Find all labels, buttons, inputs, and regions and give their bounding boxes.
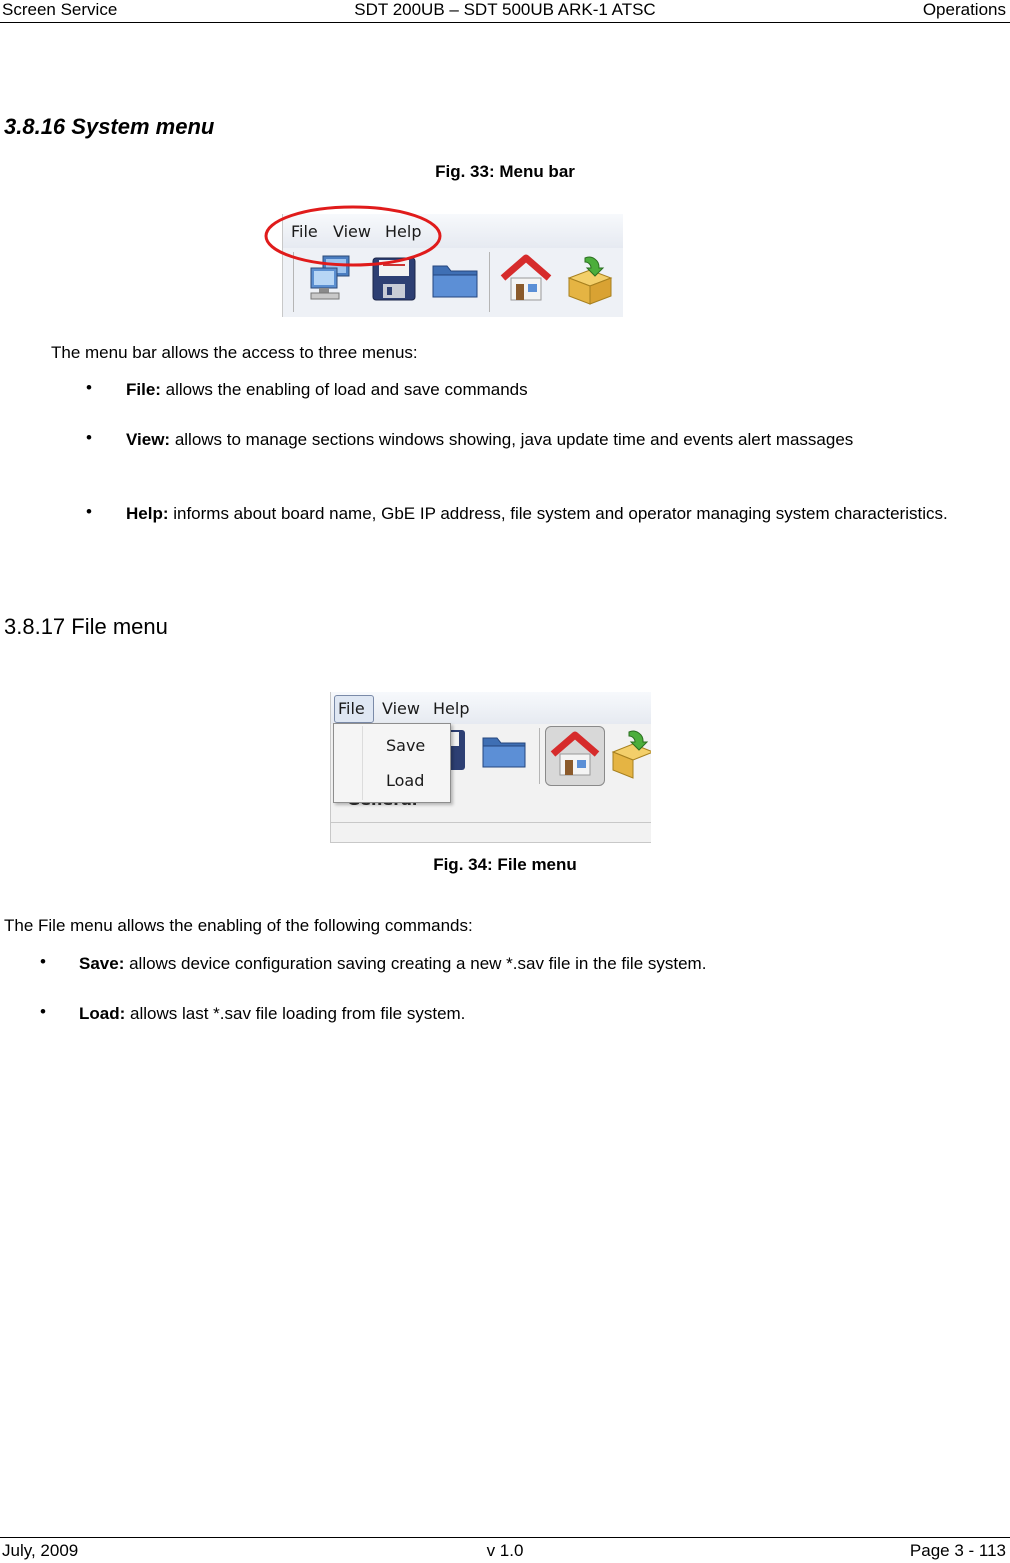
- dropdown-save[interactable]: Save: [386, 736, 426, 755]
- menu-file[interactable]: File: [338, 699, 365, 718]
- footer-right: Page 3 - 113: [909, 1541, 1006, 1560]
- install-package-icon[interactable]: [563, 254, 617, 306]
- bullet-text: informs about board name, GbE IP address, file system and operator managing system characteristics.: [168, 504, 948, 523]
- bullet-term: Help:: [126, 504, 169, 523]
- section-317-intro: The File menu allows the enabling of the following commands:: [4, 916, 473, 935]
- folder-icon: [481, 732, 527, 770]
- bullet-text: allows device configuration saving creating a new *.sav file in the file system.: [124, 954, 707, 973]
- bullet-term: Save:: [79, 954, 125, 973]
- header-center: SDT 200UB – SDT 500UB ARK-1 ATSC: [354, 0, 656, 19]
- bullet-dot: •: [40, 1002, 46, 1021]
- dropdown-load[interactable]: Load: [386, 771, 425, 790]
- bullet-term: Load:: [79, 1004, 126, 1023]
- menu-view[interactable]: View: [333, 222, 371, 241]
- menu-help[interactable]: Help: [433, 699, 470, 718]
- bullet-dot: •: [40, 952, 46, 971]
- section-317-title: 3.8.17 File menu: [4, 614, 168, 639]
- home-button[interactable]: [545, 726, 605, 786]
- file-dropdown: [333, 723, 451, 803]
- footer-left: July, 2009: [2, 1541, 79, 1560]
- bullet-term: File:: [126, 380, 161, 399]
- footer-center: v 1.0: [486, 1541, 524, 1560]
- bullet-dot: •: [86, 378, 92, 397]
- bullet-text: allows the enabling of load and save commands: [160, 380, 528, 399]
- header-left: Screen Service: [2, 0, 118, 19]
- fig34-caption: Fig. 34: File menu: [433, 855, 577, 874]
- bullet-dot: •: [86, 502, 92, 521]
- bullet-term: View:: [126, 430, 171, 449]
- home-icon: [549, 730, 601, 780]
- install-package-icon[interactable]: [609, 728, 651, 780]
- menu-help[interactable]: Help: [385, 222, 422, 241]
- menu-file[interactable]: File: [291, 222, 318, 241]
- bullet-view: [126, 428, 976, 452]
- menu-view[interactable]: View: [382, 699, 420, 718]
- header-rule: [0, 22, 1010, 23]
- fig34-file-menu-screenshot: [330, 692, 651, 843]
- highlight-ellipse: [262, 200, 444, 272]
- bullet-save: [79, 952, 979, 976]
- bullet-load: [79, 1002, 979, 1026]
- bullet-file: [126, 378, 976, 402]
- home-icon[interactable]: [499, 254, 553, 304]
- bullet-help: [126, 502, 976, 526]
- bullet-text: allows last *.sav file loading from file system.: [125, 1004, 466, 1023]
- footer-rule: [0, 1537, 1010, 1538]
- bullet-text: allows to manage sections windows showing, java update time and events alert massages: [170, 430, 854, 449]
- section-316-intro: The menu bar allows the access to three menus:: [51, 343, 418, 362]
- bullet-dot: •: [86, 428, 92, 447]
- section-316-title: 3.8.16 System menu: [4, 114, 215, 139]
- fig33-caption: Fig. 33: Menu bar: [435, 162, 575, 181]
- header-right: Operations: [922, 0, 1006, 19]
